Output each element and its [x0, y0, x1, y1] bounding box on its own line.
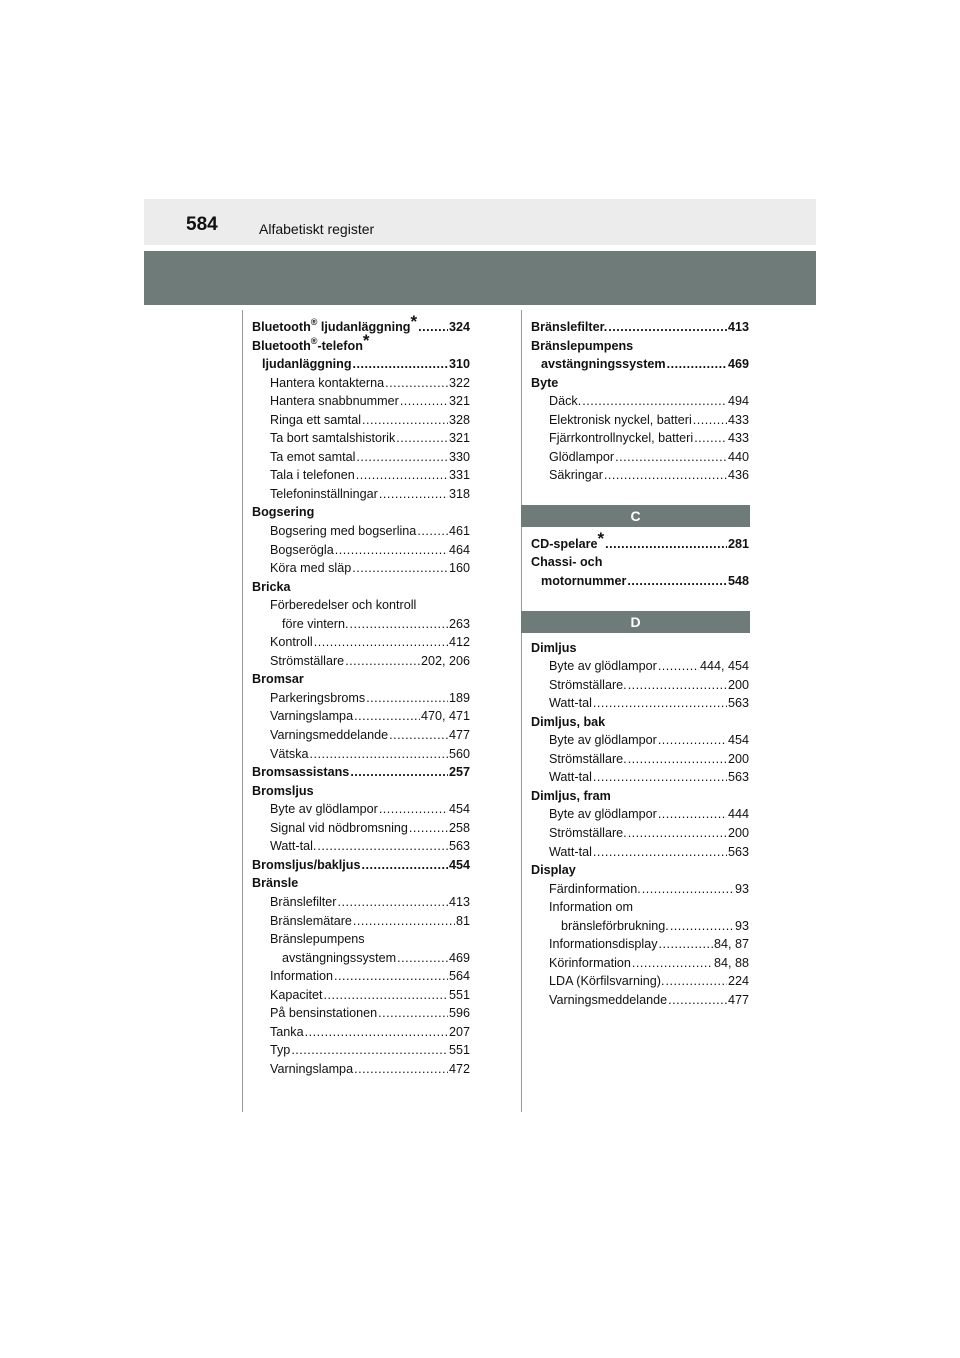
- leader-dots: [362, 411, 448, 430]
- index-entry: [252, 1041, 470, 1060]
- index-entry: [531, 572, 749, 591]
- entry-page-number: 551: [448, 987, 470, 1002]
- index-entry: [531, 553, 749, 572]
- entry-page-number: 436: [727, 468, 749, 483]
- entry-page-number: 93: [734, 881, 749, 896]
- entry-page-number: 258: [448, 820, 470, 835]
- index-entry: [252, 559, 470, 578]
- index-entry: [252, 429, 470, 448]
- leader-dots: [353, 912, 455, 931]
- entry-term: Informationsdisplay: [549, 937, 658, 952]
- index-entry: [531, 374, 749, 393]
- entry-page-number: 413: [448, 894, 470, 909]
- entry-term: bränsleförbrukning.: [561, 918, 669, 933]
- entry-page-number: 310: [448, 357, 470, 372]
- leader-dots: [361, 856, 448, 875]
- entry-term: Bogsering: [252, 505, 315, 520]
- asterisk-mark: *: [410, 312, 418, 331]
- section-letter-c: C: [521, 505, 750, 527]
- index-entry: [252, 578, 470, 597]
- entry-page-number: 454: [448, 857, 470, 872]
- index-entry: [252, 856, 470, 875]
- asterisk-mark: *: [597, 528, 605, 548]
- index-entry: [531, 843, 749, 862]
- column-divider-left: [242, 310, 243, 1112]
- index-entry: [252, 874, 470, 893]
- entry-term: Information: [270, 969, 333, 984]
- index-entry: [531, 824, 749, 843]
- entry-page-number: 200: [727, 751, 749, 766]
- entry-term: Bränslepumpens: [270, 932, 365, 947]
- leader-dots: [658, 805, 727, 824]
- entry-page-number: 84, 87: [713, 937, 749, 952]
- header-strip: [144, 199, 816, 245]
- entry-term: Bogserögla: [270, 542, 334, 557]
- index-entry: [252, 689, 470, 708]
- index-entry: [531, 355, 749, 374]
- leader-dots: [693, 411, 727, 430]
- entry-page-number: 433: [727, 412, 749, 427]
- spacer: [531, 591, 749, 611]
- index-entry: [252, 411, 470, 430]
- index-entry: [252, 355, 470, 374]
- entry-page-number: 444, 454: [699, 659, 749, 674]
- leader-dots: [593, 768, 727, 787]
- leader-dots: [417, 522, 448, 541]
- index-entry: [531, 528, 749, 554]
- index-entry: [531, 954, 749, 973]
- index-entry: [252, 485, 470, 504]
- entry-page-number: 81: [455, 913, 470, 928]
- entry-page-number: 160: [448, 561, 470, 576]
- index-entry: [531, 466, 749, 485]
- index-entry: [531, 787, 749, 806]
- leader-dots: [291, 1041, 448, 1060]
- entry-term: Kapacitet: [270, 987, 323, 1002]
- leader-dots: [356, 448, 448, 467]
- entry-term: Strömställare: [270, 653, 345, 668]
- entry-term: Glödlampor: [549, 449, 615, 464]
- entry-page-number: 331: [448, 468, 470, 483]
- index-entry: [531, 917, 749, 936]
- leader-dots: [356, 466, 448, 485]
- entry-term: före vintern.: [282, 616, 349, 631]
- entry-term: Hantera kontakterna: [270, 375, 385, 390]
- index-entry: [531, 898, 749, 917]
- entry-term: Tanka: [270, 1024, 304, 1039]
- entry-page-number: 477: [727, 992, 749, 1007]
- entry-page-number: 93: [734, 918, 749, 933]
- leader-dots: [324, 986, 448, 1005]
- leader-dots: [385, 374, 448, 393]
- index-entry: [252, 726, 470, 745]
- entry-page-number: 564: [448, 969, 470, 984]
- leader-dots: [658, 657, 699, 676]
- entry-term: Bränslefilter: [270, 894, 337, 909]
- entry-page-number: 494: [727, 394, 749, 409]
- index-entry: [531, 429, 749, 448]
- entry-term: Dimljus: [531, 640, 577, 655]
- entry-term: Bluetooth® ljudanläggning*: [252, 312, 418, 334]
- entry-term: Bränslemätare: [270, 913, 352, 928]
- leader-dots: [608, 318, 727, 337]
- registered-mark: ®: [310, 317, 318, 327]
- entry-term: CD-spelare*: [531, 528, 605, 551]
- entry-page-number: 472: [448, 1061, 470, 1076]
- entry-term: Watt-tal: [549, 770, 592, 785]
- entry-page-number: 469: [448, 950, 470, 965]
- index-entry: [531, 805, 749, 824]
- spacer: [531, 527, 749, 535]
- leader-dots: [354, 707, 420, 726]
- entry-page-number: 454: [448, 802, 470, 817]
- leader-dots: [334, 967, 448, 986]
- entry-page-number: 202, 206: [420, 653, 470, 668]
- entry-term: Bränslefilter.: [531, 320, 608, 334]
- index-entry: [252, 912, 470, 931]
- leader-dots: [352, 559, 448, 578]
- entry-page-number: 560: [448, 746, 470, 761]
- entry-term: Watt-tal: [549, 844, 592, 859]
- entry-term: Parkeringsbroms: [270, 690, 366, 705]
- leader-dots: [667, 355, 727, 374]
- index-entry: [252, 782, 470, 801]
- entry-page-number: 563: [448, 839, 470, 854]
- entry-term: Telefoninställningar: [270, 486, 378, 501]
- entry-page-number: 321: [448, 431, 470, 446]
- asterisk-mark: *: [362, 330, 370, 350]
- entry-page-number: 321: [448, 394, 470, 409]
- entry-term: Chassi- och: [531, 555, 603, 570]
- entry-page-number: 440: [727, 449, 749, 464]
- index-entry: [252, 466, 470, 485]
- leader-dots: [615, 448, 727, 467]
- index-entry: [252, 652, 470, 671]
- entry-page-number: 257: [448, 765, 470, 780]
- entry-page-number: 413: [727, 320, 749, 334]
- entry-term: Säkringar: [549, 468, 603, 483]
- leader-dots: [305, 1023, 448, 1042]
- leader-dots: [345, 652, 420, 671]
- leader-dots: [397, 949, 448, 968]
- leader-dots: [379, 485, 448, 504]
- entry-page-number: 412: [448, 635, 470, 650]
- index-entry: [531, 880, 749, 899]
- leader-dots: [409, 819, 448, 838]
- index-entry: [252, 633, 470, 652]
- leader-dots: [354, 1060, 448, 1079]
- leader-dots: [694, 429, 727, 448]
- entry-term: Elektronisk nyckel, batteri: [549, 412, 692, 427]
- entry-page-number: 281: [727, 536, 749, 551]
- entry-page-number: 454: [727, 733, 749, 748]
- entry-page-number: 461: [448, 524, 470, 539]
- entry-term: avstängningssystem: [541, 357, 666, 372]
- entry-term: Byte av glödlampor: [270, 802, 378, 817]
- entry-term: Watt-tal.: [270, 839, 317, 854]
- index-entry: [252, 819, 470, 838]
- index-entry: [252, 800, 470, 819]
- index-entry: [531, 694, 749, 713]
- leader-dots: [628, 676, 727, 695]
- entry-page-number: 469: [727, 357, 749, 372]
- entry-term: Strömställare.: [549, 751, 627, 766]
- entry-term: avstängningssystem: [282, 950, 397, 965]
- leader-dots: [338, 893, 448, 912]
- leader-dots: [593, 694, 727, 713]
- index-entry: [531, 411, 749, 430]
- entry-page-number: 470, 471: [420, 709, 470, 724]
- entry-page-number: 324: [448, 320, 470, 334]
- index-entry: [252, 1023, 470, 1042]
- entry-term: Varningsmeddelande: [270, 728, 389, 743]
- entry-term: Display: [531, 863, 576, 878]
- leader-dots: [659, 935, 713, 954]
- leader-dots: [628, 824, 727, 843]
- column-divider-right: [521, 310, 522, 1112]
- entry-term: Dimljus, fram: [531, 788, 611, 803]
- leader-dots: [668, 991, 727, 1010]
- index-entry: [531, 731, 749, 750]
- entry-term: Strömställare.: [549, 826, 627, 841]
- entry-term: Bogsering med bogserlina: [270, 524, 417, 539]
- index-entry: [252, 707, 470, 726]
- entry-page-number: 322: [448, 375, 470, 390]
- entry-term: motornummer: [541, 574, 627, 589]
- index-entry: [531, 991, 749, 1010]
- index-entry: [252, 763, 470, 782]
- entry-term: Köra med släp: [270, 561, 352, 576]
- leader-dots: [418, 318, 448, 337]
- index-entry: [531, 318, 749, 337]
- entry-page-number: 444: [727, 807, 749, 822]
- leader-dots: [314, 633, 448, 652]
- entry-page-number: 563: [727, 844, 749, 859]
- entry-term: Kontroll: [270, 635, 313, 650]
- entry-term: Typ: [270, 1043, 291, 1058]
- entry-page-number: 330: [448, 449, 470, 464]
- index-entry: [252, 330, 470, 356]
- entry-term: Watt-tal: [549, 696, 592, 711]
- index-entry: [252, 837, 470, 856]
- index-entry: [252, 670, 470, 689]
- leader-dots: [632, 954, 713, 973]
- spacer: [531, 485, 749, 505]
- index-entry: [531, 935, 749, 954]
- index-entry: [531, 337, 749, 356]
- entry-page-number: 464: [448, 542, 470, 557]
- leader-dots: [627, 572, 727, 591]
- entry-term: Bromsar: [252, 672, 304, 687]
- entry-page-number: 200: [727, 826, 749, 841]
- leader-dots: [642, 880, 734, 899]
- entry-term: Bromsljus/bakljus: [252, 857, 361, 872]
- index-column-right: [531, 318, 749, 1010]
- entry-term: Ta emot samtal: [270, 449, 356, 464]
- leader-dots: [604, 466, 727, 485]
- index-entry: [252, 745, 470, 764]
- entry-term: Dimljus, bak: [531, 714, 606, 729]
- entry-page-number: 84, 88: [713, 955, 749, 970]
- index-entry: [531, 676, 749, 695]
- entry-page-number: 207: [448, 1024, 470, 1039]
- entry-page-number: 596: [448, 1006, 470, 1021]
- entry-term: Ta bort samtalshistorik: [270, 431, 396, 446]
- index-entry: [252, 1004, 470, 1023]
- entry-term: Varningslampa: [270, 1061, 354, 1076]
- index-entry: [252, 374, 470, 393]
- entry-term: Fjärrkontrollnyckel, batteri: [549, 431, 694, 446]
- entry-term: Strömställare.: [549, 677, 627, 692]
- entry-term: Bränsle: [252, 876, 299, 891]
- index-entry: [531, 392, 749, 411]
- entry-page-number: 548: [727, 574, 749, 589]
- leader-dots: [670, 917, 734, 936]
- registered-mark: ®: [310, 335, 318, 346]
- index-entry: [531, 713, 749, 732]
- entry-term: Byte av glödlampor: [549, 659, 657, 674]
- page-title: Alfabetiskt register: [259, 221, 375, 237]
- index-entry: [531, 972, 749, 991]
- entry-term: Ringa ett samtal: [270, 412, 361, 427]
- index-entry: [531, 750, 749, 769]
- entry-term: Byte av glödlampor: [549, 807, 657, 822]
- entry-term: Körinformation: [549, 955, 631, 970]
- entry-page-number: 563: [727, 770, 749, 785]
- leader-dots: [389, 726, 448, 745]
- index-entry: [252, 1060, 470, 1079]
- leader-dots: [378, 1004, 448, 1023]
- index-entry: [252, 596, 470, 615]
- page-number: 584: [186, 214, 218, 235]
- entry-term: Signal vid nödbromsning: [270, 820, 408, 835]
- entry-page-number: 563: [727, 696, 749, 711]
- index-entry: [531, 639, 749, 658]
- entry-term: Bricka: [252, 579, 291, 594]
- entry-term: Bromsljus: [252, 783, 314, 798]
- entry-term: Varningslampa: [270, 709, 354, 724]
- leader-dots: [350, 763, 448, 782]
- leader-dots: [665, 972, 727, 991]
- entry-page-number: 433: [727, 431, 749, 446]
- leader-dots: [628, 750, 727, 769]
- entry-term: Hantera snabbnummer: [270, 394, 399, 409]
- index-entry: [252, 893, 470, 912]
- index-entry: [252, 986, 470, 1005]
- entry-term: ljudanläggning: [262, 357, 352, 372]
- entry-page-number: 328: [448, 412, 470, 427]
- entry-page-number: 263: [448, 616, 470, 631]
- entry-term: LDA (Körfilsvarning).: [549, 974, 665, 989]
- entry-term: Varningsmeddelande: [549, 992, 668, 1007]
- entry-term: Däck.: [549, 394, 582, 409]
- index-entry: [252, 967, 470, 986]
- leader-dots: [605, 535, 727, 554]
- leader-dots: [366, 689, 448, 708]
- index-entry: [252, 448, 470, 467]
- index-entry: [252, 503, 470, 522]
- entry-term: Bromsassistans: [252, 765, 350, 780]
- entry-term: Byte: [531, 375, 559, 390]
- leader-dots: [350, 615, 448, 634]
- section-letter-d: D: [521, 611, 750, 633]
- entry-term: Information om: [549, 900, 633, 915]
- index-entry: [252, 392, 470, 411]
- leader-dots: [396, 429, 448, 448]
- entry-term: Vätska: [270, 746, 309, 761]
- leader-dots: [335, 541, 448, 560]
- entry-term: Byte av glödlampor: [549, 733, 657, 748]
- leader-dots: [658, 731, 727, 750]
- index-entry: [531, 657, 749, 676]
- leader-dots: [317, 837, 448, 856]
- entry-page-number: 200: [727, 677, 749, 692]
- index-entry: [531, 448, 749, 467]
- entry-page-number: 551: [448, 1043, 470, 1058]
- index-column-left: [252, 312, 470, 1078]
- index-entry: [531, 861, 749, 880]
- entry-page-number: 224: [727, 974, 749, 989]
- index-entry: [252, 522, 470, 541]
- leader-dots: [582, 392, 727, 411]
- entry-term: Tala i telefonen: [270, 468, 355, 483]
- index-entry: [252, 312, 470, 337]
- leader-dots: [353, 355, 448, 374]
- index-entry: [252, 930, 470, 949]
- entry-page-number: 477: [448, 728, 470, 743]
- entry-term: Förberedelser och kontroll: [270, 598, 417, 613]
- entry-term: Bränslepumpens: [531, 338, 634, 353]
- leader-dots: [310, 745, 448, 764]
- header-band: [144, 251, 816, 305]
- index-entry: [531, 768, 749, 787]
- leader-dots: [593, 843, 727, 862]
- leader-dots: [400, 392, 448, 411]
- entry-term: Bluetooth®-telefon*: [252, 330, 370, 353]
- entry-term: Färdinformation.: [549, 881, 641, 896]
- entry-page-number: 189: [448, 690, 470, 705]
- index-entry: [252, 949, 470, 968]
- entry-term: På bensinstationen: [270, 1006, 378, 1021]
- entry-page-number: 318: [448, 486, 470, 501]
- index-entry: [252, 615, 470, 634]
- leader-dots: [379, 800, 448, 819]
- index-entry: [252, 541, 470, 560]
